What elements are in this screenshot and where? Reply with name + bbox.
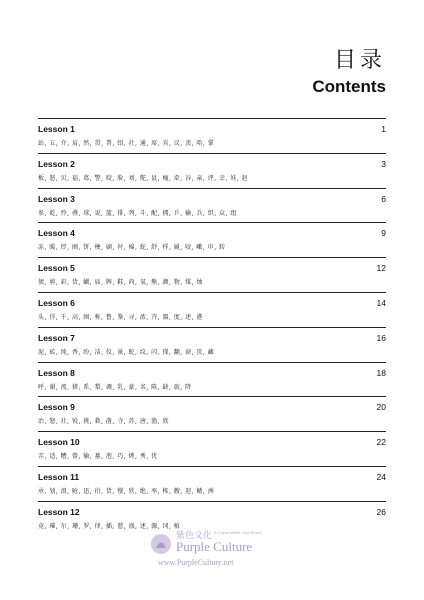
lesson-header xyxy=(38,263,386,273)
lesson-characters: 冻, 暖, 厚, 阁, 饼, 梗, 刷, 衬, 棉, 蛇, 舒, 样, 履, 咬, 嗽, 申, 转 xyxy=(38,244,226,252)
lesson-entry xyxy=(38,257,386,292)
lesson-title: Lesson 11 xyxy=(38,471,80,482)
lesson-entry xyxy=(38,292,386,327)
lesson-page-number: 6 xyxy=(381,193,386,204)
watermark-url: www.PurpleCulture.net xyxy=(158,558,234,567)
lesson-header xyxy=(38,368,386,378)
purple-culture-logo-icon xyxy=(150,533,172,555)
lesson-characters: 站, 五, 介, 肩, 然, 贯, 普, 绍, 社, 通, 席, 宾, 议, 羡, 哈, 掌 xyxy=(38,140,215,147)
contents-header xyxy=(312,48,386,98)
lesson-header xyxy=(38,159,386,169)
lesson-page-number: 24 xyxy=(376,471,386,482)
lesson-page-number: 3 xyxy=(381,158,386,169)
lesson-page-number: 14 xyxy=(376,297,386,308)
lesson-entry xyxy=(38,153,386,188)
lesson-entry xyxy=(38,222,386,257)
lesson-page-number: 1 xyxy=(381,124,386,134)
lesson-characters: 头, 俘, 千, 高, 困, 称, 鲁, 鉴, 寻, 浓, 卉, 器, 度, 述, 港 xyxy=(38,313,203,321)
lesson-title: Lesson 10 xyxy=(38,437,80,448)
lesson-title: Lesson 6 xyxy=(38,297,75,308)
lesson-page-number: 22 xyxy=(376,437,386,448)
lesson-characters: 弄, 适, 糟, 曾, 愉, 墓, 泡, 巧, 烤, 秀, 优 xyxy=(38,453,158,461)
lesson-characters: 泥, 砖, 纯, 香, 纷, 洁, 仪, 景, 蛇, 纹, 闪, 探, 翻, 窗, 页, 藏 xyxy=(38,348,215,356)
lesson-title: Lesson 4 xyxy=(38,228,75,239)
lesson-characters: 债, 剪, 彩, 货, 蝴, 庙, 牌, 鞋, 尚, 氧, 熊, 颜, 物, 煤, 烛 xyxy=(38,279,203,287)
lesson-title: Lesson 8 xyxy=(38,367,75,378)
lesson-page-number: 26 xyxy=(376,506,386,517)
page-title-chinese: 目录 xyxy=(333,48,386,73)
lesson-header xyxy=(38,402,386,412)
lesson-characters: 板, 怒, 贝, 福, 葛, 警, 咬, 脸, 刘, 舵, 县, 瘦, 牵, 谷, 亲, 评, 幸, 娃, 赵 xyxy=(38,174,249,182)
lesson-entry xyxy=(38,362,386,397)
lesson-header xyxy=(38,228,386,238)
lesson-header xyxy=(38,298,386,308)
lesson-header xyxy=(38,507,386,517)
lesson-header xyxy=(38,124,386,134)
lesson-header xyxy=(38,437,386,447)
lesson-entry xyxy=(38,466,386,501)
watermark-tagline: A China Within Your Reach xyxy=(214,530,263,535)
lesson-title: Lesson 7 xyxy=(38,332,75,343)
lesson-page-number: 9 xyxy=(381,228,386,239)
lesson-title: Lesson 3 xyxy=(38,193,75,204)
lesson-list xyxy=(38,118,386,536)
lesson-entry xyxy=(38,431,386,466)
lesson-characters: 竟, 璀, 尔, 珊, 罗, 律, 插, 慈, 盛, 述, 源, 冈, 植 xyxy=(38,522,181,530)
lesson-title: Lesson 9 xyxy=(38,402,75,413)
lesson-header xyxy=(38,333,386,343)
lesson-title: Lesson 2 xyxy=(38,158,75,169)
lesson-characters: 参, 乾, 怜, 叠, 球, 说, 篮, 排, 列, 斗, 配, 拥, 乒, 输, 兵, 织, 众, 组 xyxy=(38,209,237,217)
lesson-page-number: 18 xyxy=(376,367,386,378)
lesson-characters: 承, 划, 浪, 呛, 迅, 衍, 货, 慢, 欣, 绝, 率, 栋, 艘, 迎, 鳍, 洲 xyxy=(38,487,215,495)
lesson-entry xyxy=(38,396,386,431)
lesson-header xyxy=(38,194,386,204)
page-title-english: Contents xyxy=(312,77,386,96)
lesson-characters: 治, 怒, 社, 锐, 挑, 救, 凿, 寺, 苏, 唐, 渔, 欣 xyxy=(38,418,169,426)
lesson-entry xyxy=(38,188,386,223)
watermark-brand-chinese: 紫色文化 xyxy=(176,531,213,541)
lesson-characters: 呼, 谢, 流, 猪, 系, 梨, 调, 乳, 豪, 名, 陈, 缺, 旅, 降 xyxy=(38,383,192,391)
purple-culture-watermark xyxy=(150,527,280,577)
lesson-title: Lesson 1 xyxy=(38,124,75,134)
lesson-page-number: 20 xyxy=(376,402,386,413)
lesson-entry xyxy=(38,118,386,153)
lesson-header xyxy=(38,472,386,482)
lesson-entry xyxy=(38,327,386,362)
lesson-title: Lesson 12 xyxy=(38,506,80,517)
lesson-page-number: 12 xyxy=(376,263,386,274)
lesson-page-number: 16 xyxy=(376,332,386,343)
watermark-brand-name: Purple Culture xyxy=(176,539,253,554)
lesson-title: Lesson 5 xyxy=(38,263,75,274)
